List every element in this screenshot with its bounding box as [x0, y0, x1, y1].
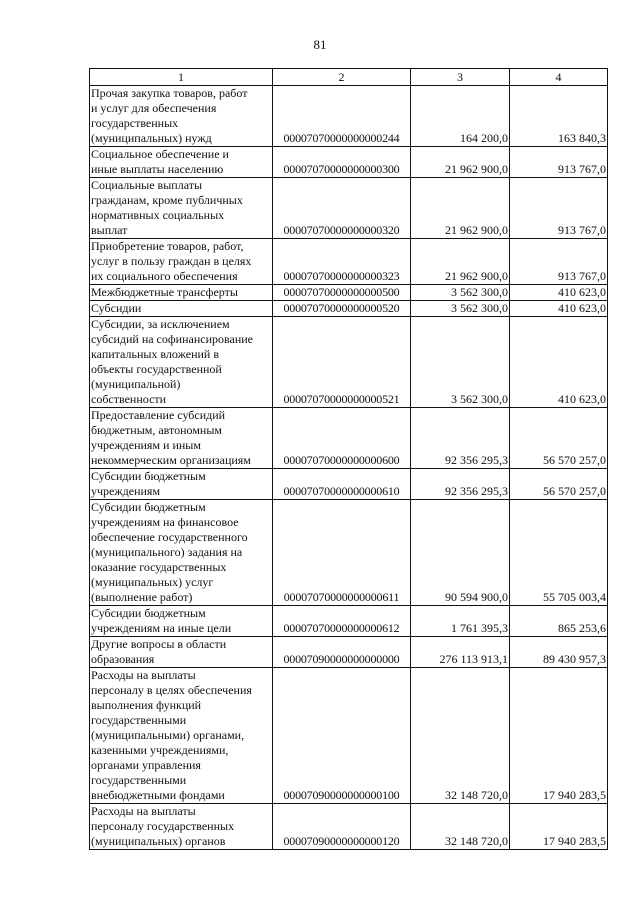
row-value-executed: 410 623,0: [510, 301, 608, 317]
row-code: 00007070000000000521: [273, 317, 411, 408]
budget-table: [89, 68, 608, 850]
row-code: 00007090000000000100: [273, 668, 411, 804]
row-name: Субсидии бюджетным учреждениям: [90, 469, 273, 500]
row-value-executed: 89 430 957,3: [510, 637, 608, 668]
row-value-executed: 17 940 283,5: [510, 668, 608, 804]
row-code: 00007090000000000000: [273, 637, 411, 668]
row-value-planned: 276 113 913,1: [411, 637, 510, 668]
row-value-executed: 56 570 257,0: [510, 469, 608, 500]
table-row: [90, 178, 608, 239]
table-row: [90, 469, 608, 500]
row-value-planned: 21 962 900,0: [411, 239, 510, 285]
row-value-planned: 3 562 300,0: [411, 301, 510, 317]
row-code: 00007070000000000323: [273, 239, 411, 285]
row-value-planned: 164 200,0: [411, 86, 510, 147]
page-number: 81: [313, 37, 327, 52]
header-col-4: 4: [510, 69, 608, 86]
table-row: [90, 668, 608, 804]
row-value-executed: 55 705 003,4: [510, 500, 608, 606]
table-row: [90, 804, 608, 850]
header-row: [90, 69, 608, 86]
row-value-planned: 90 594 900,0: [411, 500, 510, 606]
row-value-planned: 32 148 720,0: [411, 668, 510, 804]
row-value-planned: 32 148 720,0: [411, 804, 510, 850]
row-name: Предоставление субсидий бюджетным, автономным учреждениям и иным некоммерческим организациям: [90, 408, 273, 469]
table-row: [90, 606, 608, 637]
table-row: [90, 86, 608, 147]
row-name: Приобретение товаров, работ, услуг в пользу граждан в целях их социального обеспечения: [90, 239, 273, 285]
row-value-executed: 17 940 283,5: [510, 804, 608, 850]
row-value-planned: 21 962 900,0: [411, 147, 510, 178]
row-name: Социальное обеспечение и иные выплаты населению: [90, 147, 273, 178]
row-value-executed: 913 767,0: [510, 178, 608, 239]
table-row: [90, 285, 608, 301]
table-row: [90, 408, 608, 469]
row-value-executed: 410 623,0: [510, 317, 608, 408]
row-code: 00007070000000000520: [273, 301, 411, 317]
row-code: 00007070000000000612: [273, 606, 411, 637]
table-row: [90, 500, 608, 606]
row-code: 00007070000000000500: [273, 285, 411, 301]
row-code: 00007070000000000300: [273, 147, 411, 178]
row-name: Субсидии, за исключением субсидий на софинансирование капитальных вложений в объекты государственной (муниципальной) собственности: [90, 317, 273, 408]
table-row: [90, 301, 608, 317]
header-col-3: 3: [411, 69, 510, 86]
row-value-executed: 913 767,0: [510, 147, 608, 178]
row-value-planned: 92 356 295,3: [411, 469, 510, 500]
row-code: 00007090000000000120: [273, 804, 411, 850]
table-row: [90, 239, 608, 285]
row-code: 00007070000000000244: [273, 86, 411, 147]
row-name: Расходы на выплаты персоналу государственных (муниципальных) органов: [90, 804, 273, 850]
header-col-1: 1: [90, 69, 273, 86]
row-name: Субсидии бюджетным учреждениям на иные цели: [90, 606, 273, 637]
row-name: Субсидии бюджетным учреждениям на финансовое обеспечение государственного (муниципального) задания на оказание государственных (муниципальных) услуг (выполнение работ): [90, 500, 273, 606]
row-name: Расходы на выплаты персоналу в целях обеспечения выполнения функций государственными (муниципальными) органами, казенными учреждениями, органами управления государственными внебюджетными фондами: [90, 668, 273, 804]
row-value-planned: 3 562 300,0: [411, 317, 510, 408]
row-value-planned: 21 962 900,0: [411, 178, 510, 239]
row-value-executed: 410 623,0: [510, 285, 608, 301]
header-col-2: 2: [273, 69, 411, 86]
row-value-executed: 56 570 257,0: [510, 408, 608, 469]
table-row: [90, 317, 608, 408]
row-value-executed: 163 840,3: [510, 86, 608, 147]
row-name: Социальные выплаты гражданам, кроме публичных нормативных социальных выплат: [90, 178, 273, 239]
row-value-planned: 92 356 295,3: [411, 408, 510, 469]
row-name: Прочая закупка товаров, работ и услуг для обеспечения государственных (муниципальных) нужд: [90, 86, 273, 147]
table-row: [90, 147, 608, 178]
row-code: 00007070000000000610: [273, 469, 411, 500]
row-code: 00007070000000000611: [273, 500, 411, 606]
row-name: Межбюджетные трансферты: [90, 285, 273, 301]
row-value-executed: 913 767,0: [510, 239, 608, 285]
table-row: [90, 637, 608, 668]
row-value-executed: 865 253,6: [510, 606, 608, 637]
row-value-planned: 3 562 300,0: [411, 285, 510, 301]
row-name: Субсидии: [90, 301, 273, 317]
row-code: 00007070000000000320: [273, 178, 411, 239]
row-name: Другие вопросы в области образования: [90, 637, 273, 668]
row-code: 00007070000000000600: [273, 408, 411, 469]
row-value-planned: 1 761 395,3: [411, 606, 510, 637]
